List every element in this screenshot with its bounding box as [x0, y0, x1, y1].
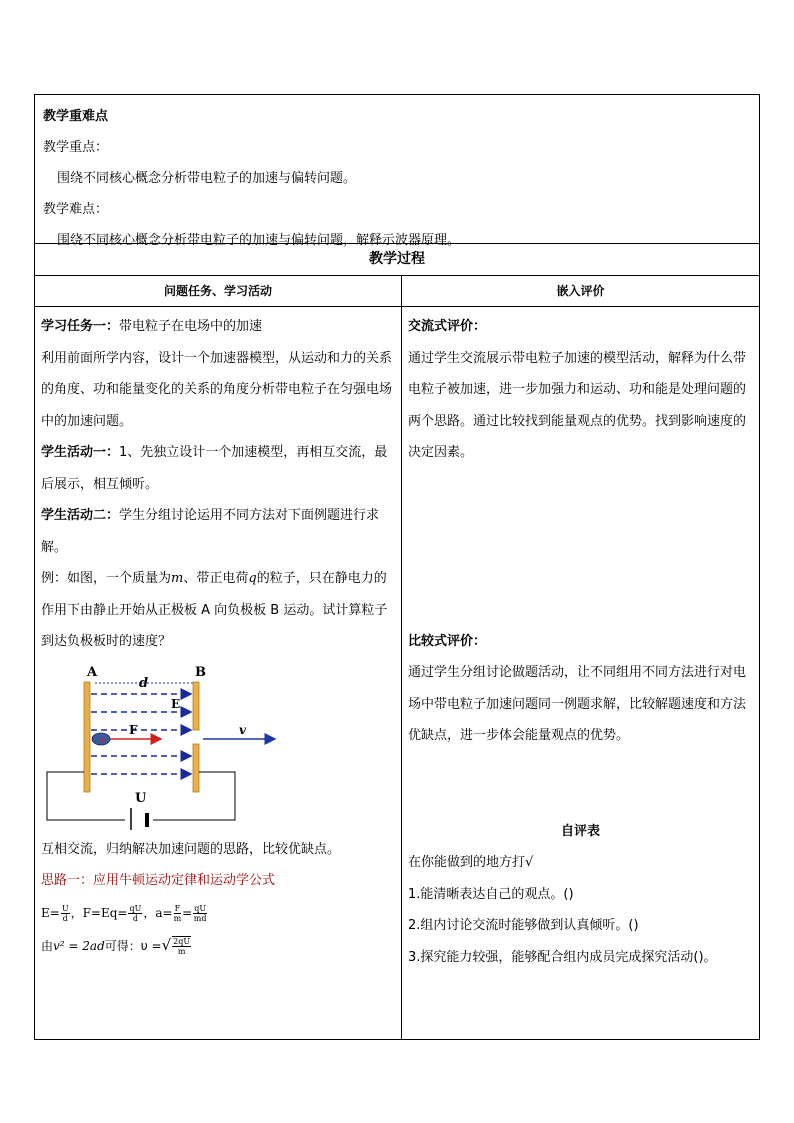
- task-label: 学习任务一：: [41, 319, 120, 334]
- particle-charge: +: [98, 735, 106, 746]
- self-eval-item-3: 3.探究能力较强，能够配合组内成员完成探究活动()。: [408, 949, 717, 965]
- activity-two: [41, 500, 395, 563]
- activity-one-text: 1、先独立设计一个加速模型，再相互交流，最后展示，相互倾听。: [41, 445, 388, 492]
- self-eval-item-2: 2.组内讨论交流时能够做到认真倾听。(): [408, 918, 639, 933]
- evaluation-cell: [402, 307, 760, 1040]
- frac-num: 2qU: [173, 937, 191, 946]
- frac-den: m: [177, 947, 186, 956]
- difficult-points-label: 教学难点：: [43, 202, 109, 217]
- frac-den: md: [193, 913, 207, 923]
- difficult-points-text: 围绕不同核心概念分析带电粒子的加速与偏转问题，解释示波器原理。: [57, 233, 461, 248]
- example-text-a: 例：如图，一个质量为: [41, 571, 172, 586]
- example-text-b: 、带正电荷: [183, 571, 249, 586]
- plate-B-upper: [193, 682, 199, 730]
- frac-num: F: [174, 903, 181, 913]
- process-title: 教学过程: [35, 244, 760, 276]
- frac-den: m: [173, 913, 182, 923]
- idea-one: 思路一：应用牛顿运动定律和运动学公式: [41, 873, 276, 888]
- fraction-U-d: [61, 904, 70, 923]
- variable-m: m: [171, 571, 184, 586]
- capacitor-diagram-svg: [43, 662, 283, 830]
- label-U: U: [135, 790, 147, 806]
- label-B: B: [195, 664, 206, 680]
- frac-num: qU: [194, 903, 207, 913]
- fraction-F-m: [174, 904, 182, 923]
- activities-cell: [35, 307, 402, 1040]
- activity-two-label: 学生活动二：: [41, 508, 120, 523]
- spacer: [408, 469, 753, 626]
- self-eval-item-1: 1.能清晰表达自己的观点。(): [408, 886, 574, 902]
- formula-line-1: [41, 897, 395, 929]
- plate-B-lower: [193, 744, 199, 792]
- formula-F: ，F=Eq=: [70, 905, 128, 920]
- key-points-text: 围绕不同核心概念分析带电粒子的加速与偏转问题。: [57, 171, 357, 186]
- activity-two-text: 学生分组讨论运用不同方法对下面例题进行求解。: [41, 508, 380, 555]
- frac-den: d: [132, 913, 138, 923]
- sqrt-symbol: √: [161, 935, 172, 954]
- formula-get: 可得：υ =: [104, 938, 162, 953]
- task-text: 带电粒子在电场中的加速: [119, 319, 263, 334]
- exchange-eval-text: 通过学生交流展示带电粒子加速的模型活动，解释为什么带电粒子被加速，进一步加强力和运动、功和能是处理问题的两个思路。通过比较找到能量观点的优势。找到影响速度的决定因素。: [408, 350, 747, 460]
- column-header-activities: 问题任务、学习活动: [35, 276, 402, 307]
- label-E: E: [171, 696, 181, 711]
- activity-one-label: 学生活动一：: [41, 445, 120, 460]
- formula-line-2: [41, 929, 395, 962]
- variable-q: q: [248, 571, 257, 586]
- activity-one: [41, 437, 395, 500]
- label-v: v: [239, 722, 246, 737]
- fraction-2qU-m: [172, 936, 191, 956]
- key-difficult-section: [35, 95, 760, 248]
- fraction-qU-md: [193, 904, 207, 923]
- compare-eval-text: 通过学生分组讨论做题活动，让不同组用不同方法进行对电场中带电粒子加速问题同一例题求解，比较解题速度和方法优缺点，进一步体会能量观点的优势。: [408, 665, 747, 743]
- lesson-table: [34, 94, 760, 1040]
- spacer: [408, 752, 753, 816]
- formula-from: 由: [41, 938, 54, 953]
- label-A: A: [87, 664, 98, 680]
- formula-a: ，a=: [143, 905, 173, 920]
- label-d: d: [139, 675, 149, 691]
- frac-num: qU: [129, 903, 142, 913]
- fraction-qU-d: [128, 904, 142, 923]
- self-eval-intro: 在你能做到的地方打√: [408, 855, 534, 870]
- example-text-c: 的粒子，只在静电力的作用下由静止开始从正极板 A 向负极板 B 运动。试计算粒子到达负极板时的速度？: [41, 571, 388, 649]
- formula-v2: v² = 2ad: [53, 938, 105, 953]
- task-description: 利用前面所学内容，设计一个加速器模型，从运动和力的关系的角度、功和能量变化的关系的角度分析带电粒子在匀强电场中的加速问题。: [41, 350, 393, 429]
- section-title: 教学重难点: [43, 109, 109, 124]
- accelerator-diagram: [43, 662, 395, 834]
- example-problem: [41, 563, 395, 658]
- formula-E: E=: [41, 905, 60, 920]
- key-points-label: 教学重点：: [43, 140, 109, 155]
- self-eval-title: 自评表: [561, 823, 601, 839]
- summary-text: 互相交流，归纳解决加速问题的思路，比较优缺点。: [41, 841, 341, 857]
- task-one: [41, 311, 395, 343]
- plate-A: [84, 682, 90, 792]
- compare-eval-title: 比较式评价：: [408, 633, 487, 649]
- frac-den: d: [62, 913, 68, 923]
- lesson-plan-page: [34, 94, 759, 1040]
- exchange-eval-title: 交流式评价：: [408, 319, 487, 334]
- column-header-evaluation: 嵌入评价: [402, 276, 760, 307]
- label-F: F: [129, 722, 138, 737]
- formula-equals: =: [182, 905, 193, 920]
- frac-num: U: [61, 903, 69, 913]
